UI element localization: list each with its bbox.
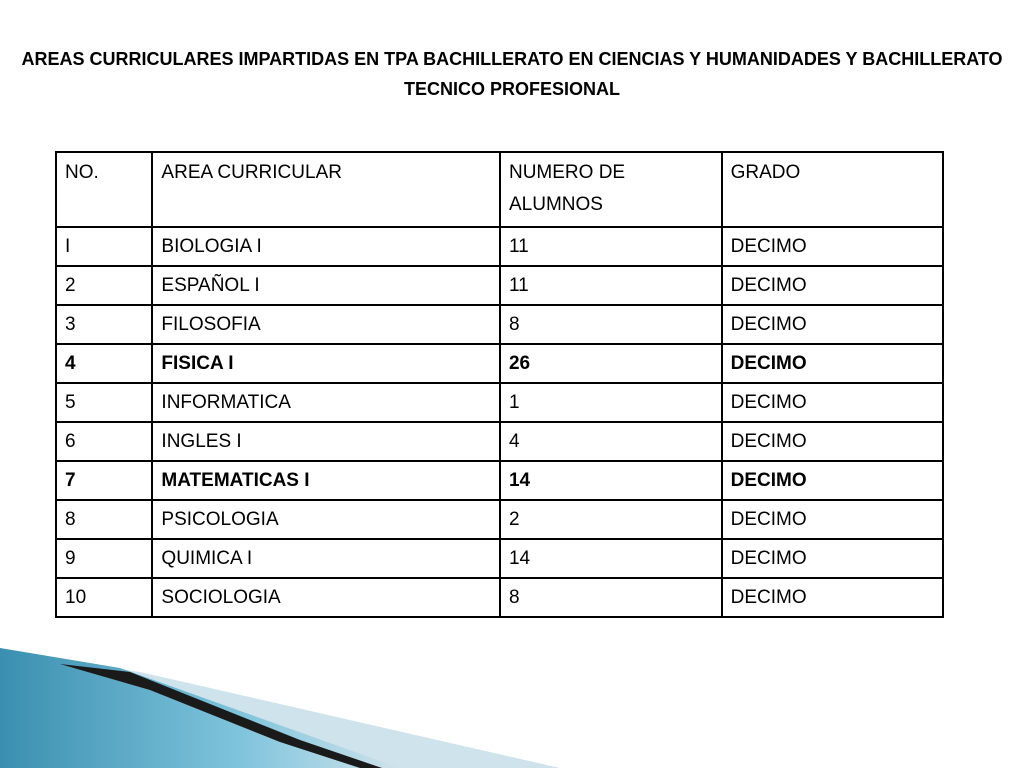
cell-grado: DECIMO xyxy=(722,344,943,383)
cell-no: 9 xyxy=(56,539,152,578)
cell-no: 2 xyxy=(56,266,152,305)
header-no: NO. xyxy=(56,152,152,227)
header-grado: GRADO xyxy=(722,152,943,227)
header-area-curricular: AREA CURRICULAR xyxy=(152,152,500,227)
cell-area-curricular: FILOSOFIA xyxy=(152,305,500,344)
cell-numero-alumnos: 11 xyxy=(500,266,722,305)
slide-title: AREAS CURRICULARES IMPARTIDAS EN TPA BACHILLERATO EN CIENCIAS Y HUMANIDADES Y BACHILLERATO TECNICO PROFESIONAL xyxy=(21,49,1003,99)
cell-grado: DECIMO xyxy=(722,539,943,578)
cell-area-curricular: BIOLOGIA I xyxy=(152,227,500,266)
cell-numero-alumnos: 8 xyxy=(500,305,722,344)
cell-area-curricular: MATEMATICAS I xyxy=(152,461,500,500)
cell-numero-alumnos: 4 xyxy=(500,422,722,461)
cell-area-curricular: INGLES I xyxy=(152,422,500,461)
cell-area-curricular: INFORMATICA xyxy=(152,383,500,422)
cell-area-curricular: QUIMICA I xyxy=(152,539,500,578)
cell-numero-alumnos: 26 xyxy=(500,344,722,383)
cell-grado: DECIMO xyxy=(722,383,943,422)
cell-no: 7 xyxy=(56,461,152,500)
cell-area-curricular: PSICOLOGIA xyxy=(152,500,500,539)
cell-area-curricular: SOCIOLOGIA xyxy=(152,578,500,617)
cell-no: 6 xyxy=(56,422,152,461)
cell-no: 5 xyxy=(56,383,152,422)
cell-numero-alumnos: 2 xyxy=(500,500,722,539)
cell-grado: DECIMO xyxy=(722,266,943,305)
cell-no: 10 xyxy=(56,578,152,617)
cell-no: I xyxy=(56,227,152,266)
cell-grado: DECIMO xyxy=(722,461,943,500)
cell-grado: DECIMO xyxy=(722,500,943,539)
cell-numero-alumnos: 11 xyxy=(500,227,722,266)
cell-no: 3 xyxy=(56,305,152,344)
cell-grado: DECIMO xyxy=(722,422,943,461)
cell-grado: DECIMO xyxy=(722,305,943,344)
cell-no: 4 xyxy=(56,344,152,383)
cell-numero-alumnos: 14 xyxy=(500,539,722,578)
cell-numero-alumnos: 8 xyxy=(500,578,722,617)
cell-area-curricular: FISICA I xyxy=(152,344,500,383)
header-numero-alumnos: NUMERO DE ALUMNOS xyxy=(500,152,722,227)
cell-numero-alumnos: 14 xyxy=(500,461,722,500)
cell-grado: DECIMO xyxy=(722,578,943,617)
cell-grado: DECIMO xyxy=(722,227,943,266)
cell-numero-alumnos: 1 xyxy=(500,383,722,422)
cell-area-curricular: ESPAÑOL I xyxy=(152,266,500,305)
cell-no: 8 xyxy=(56,500,152,539)
